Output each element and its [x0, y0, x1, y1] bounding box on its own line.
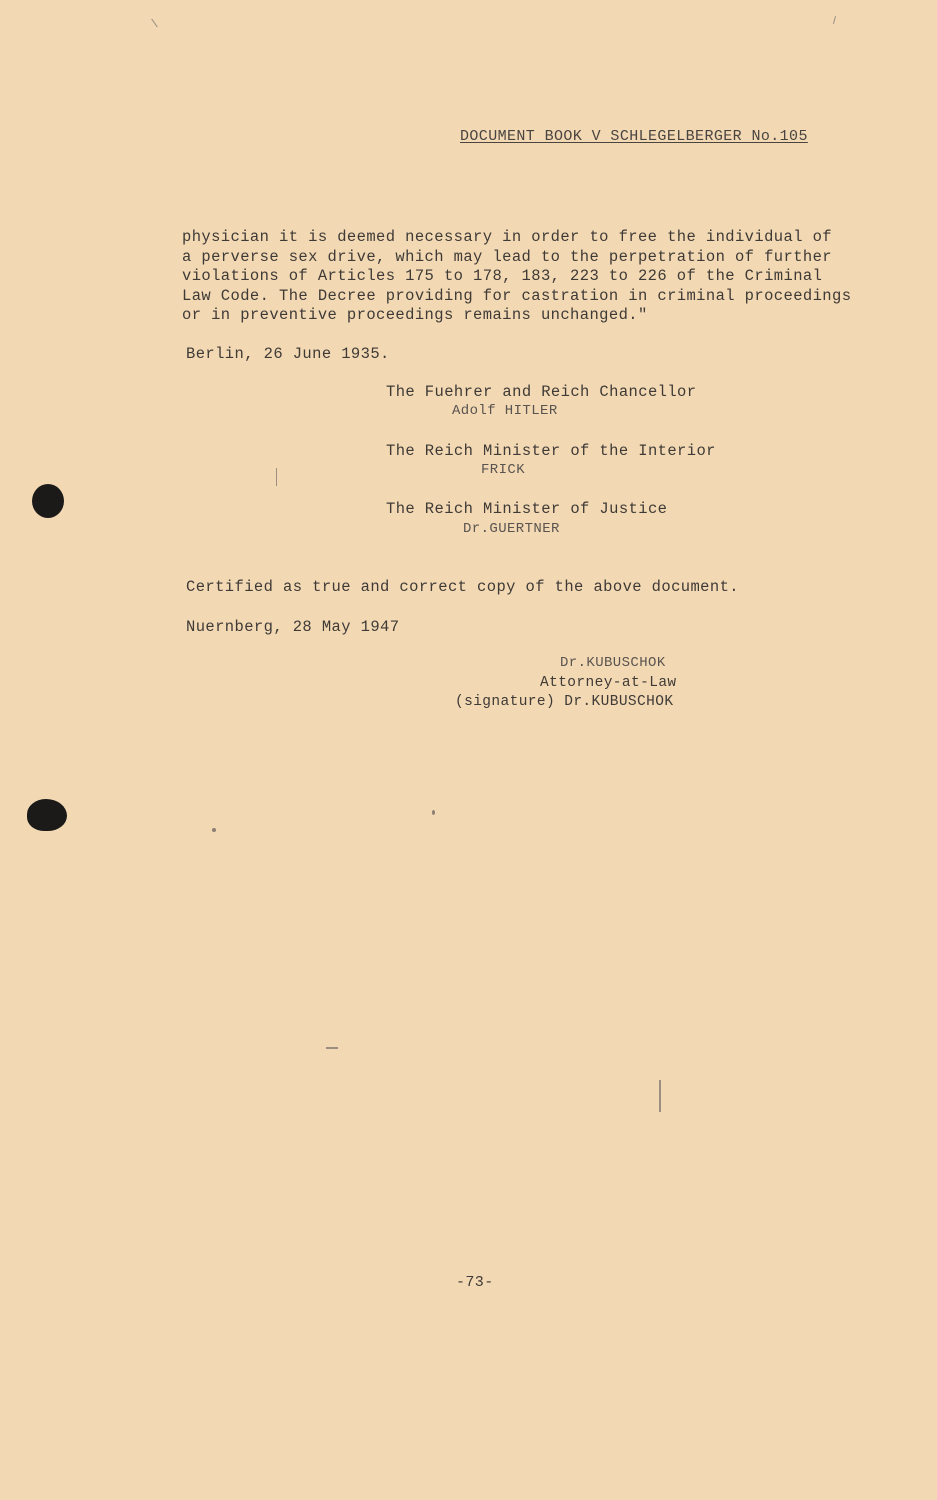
decree-text-line: physician it is deemed necessary in order to free the individual of [182, 228, 833, 246]
document-book-reference: DOCUMENT BOOK V SCHLEGELBERGER No.105 [460, 128, 808, 145]
signatory-name: Adolf HITLER [452, 403, 558, 419]
signatory-title: The Reich Minister of Justice [386, 500, 668, 518]
signatory-title: The Fuehrer and Reich Chancellor [386, 383, 697, 401]
punch-hole-top [32, 484, 64, 518]
attorney-name: Dr.KUBUSCHOK [560, 655, 666, 671]
decree-text [182, 228, 862, 326]
decree-text-line: a perverse sex drive, which may lead to the perpetration of further [182, 247, 833, 266]
signatory-name: FRICK [481, 462, 526, 478]
paper-speck [432, 810, 435, 815]
signatory-name: Dr.GUERTNER [463, 521, 560, 537]
certification-statement: Certified as true and correct copy of the above document. [186, 578, 739, 596]
paper-mark [276, 468, 277, 486]
paper-mark [326, 1047, 338, 1049]
punch-hole-bottom [27, 799, 67, 831]
page-number: -73- [456, 1274, 494, 1291]
signatory-title: The Reich Minister of the Interior [386, 442, 716, 460]
place-date-berlin: Berlin, 26 June 1935. [186, 345, 390, 363]
paper-mark [833, 16, 836, 24]
decree-text-line: or in preventive proceedings remains unchanged." [182, 306, 648, 325]
attorney-signature: (signature) Dr.KUBUSCHOK [455, 694, 674, 710]
paper-mark [151, 19, 158, 28]
attorney-role: Attorney-at-Law [540, 675, 677, 691]
decree-text-line: Law Code. The Decree providing for castration in criminal proceedings [182, 286, 852, 305]
paper-speck [212, 828, 216, 832]
place-date-nuernberg: Nuernberg, 28 May 1947 [186, 618, 400, 636]
paper-mark [659, 1080, 661, 1112]
decree-text-line: violations of Articles 175 to 178, 183, 223 to 226 of the Criminal [182, 267, 823, 286]
